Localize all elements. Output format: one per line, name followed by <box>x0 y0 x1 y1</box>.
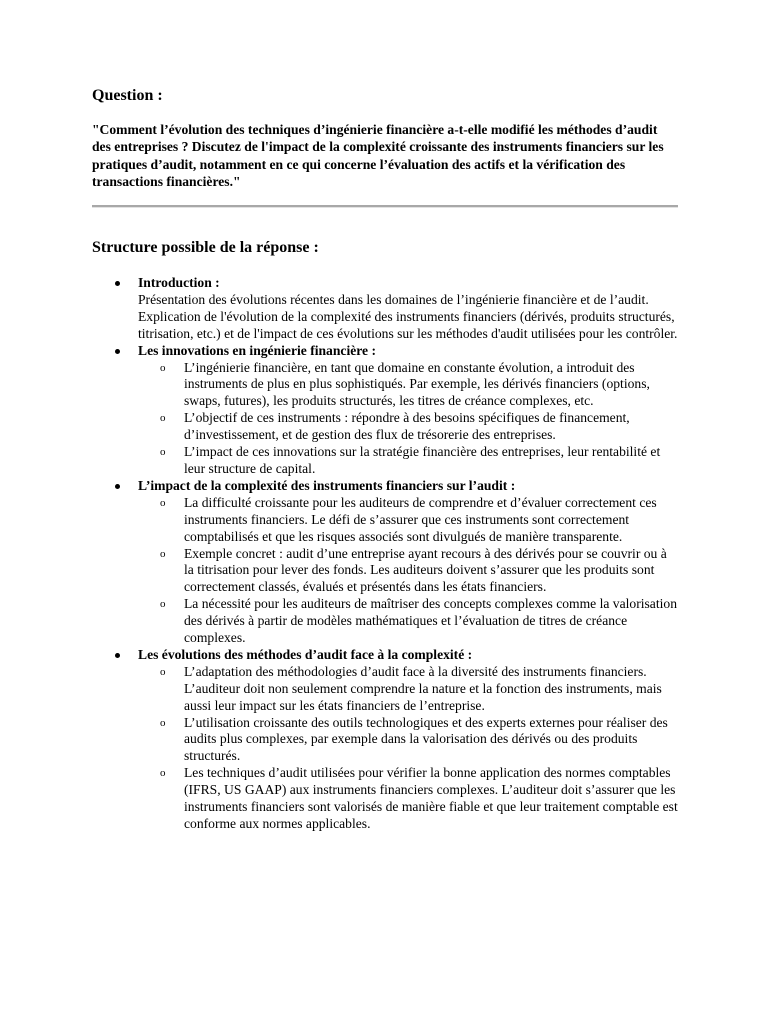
section-body: Présentation des évolutions récentes dans les domaines de l’ingénierie financière et de l’audit. Explication de l'évolution de la complexité des instruments financiers (dérivés, produits structurés, titrisation, etc.) et de l'impact de ces évolutions sur les méthodes d'audit utilisées pour les contrôler. <box>138 291 678 341</box>
horizontal-rule <box>92 205 678 208</box>
circle-bullet-icon: o <box>160 446 166 459</box>
list-item <box>138 596 678 647</box>
disc-bullet-icon <box>115 349 120 354</box>
circle-bullet-icon: o <box>160 767 166 780</box>
list-item <box>138 715 678 766</box>
circle-bullet-icon: o <box>160 496 166 509</box>
circle-bullet-icon: o <box>160 361 166 374</box>
section-title: Les évolutions des méthodes d’audit face à la complexité : <box>138 646 473 662</box>
question-text: "Comment l’évolution des techniques d’ingénierie financière a-t-elle modifié les méthodes d’audit des entreprises ? Discutez de l'impact de la complexité croissante des instruments financiers sur les pratiques d’audit, notamment en ce qui concerne l’évaluation des actifs et la vérification des transactions financières." <box>92 122 664 190</box>
list-item-text: La difficulté croissante pour les auditeurs de comprendre et d’évaluer correctement ces instruments financiers. Le défi de s’assurer que ces instruments sont correctement comptabilisés et que les risques associés sont divulgués de manière transparente. <box>184 494 657 544</box>
circle-bullet-icon: o <box>160 598 166 611</box>
circle-bullet-icon: o <box>160 412 166 425</box>
section-title: Les innovations en ingénierie financière : <box>138 342 377 358</box>
section-impact <box>92 478 678 647</box>
list-item <box>138 765 678 833</box>
list-item <box>138 546 678 597</box>
section-title: Introduction : <box>138 275 220 290</box>
disc-bullet-icon <box>115 484 120 489</box>
list-item-text: Exemple concret : audit d’une entreprise ayant recours à des dérivés pour se couvrir ou à la titrisation pour lever des fonds. Les auditeurs doivent s’assurer que les produits sont correctement classés, évalués et présentés dans les états financiers. <box>184 545 667 595</box>
list-item <box>138 495 678 546</box>
circle-bullet-icon: o <box>160 716 166 729</box>
section-title: L’impact de la complexité des instruments financiers sur l’audit : <box>138 477 516 493</box>
section-introduction <box>92 275 678 343</box>
question-heading: Question : <box>92 87 163 104</box>
sub-list <box>138 664 678 833</box>
list-item-text: L’objectif de ces instruments : répondre à des besoins spécifiques de financement, d’investissement, et de gestion des flux de trésorerie des entreprises. <box>184 410 630 443</box>
section-innovations <box>92 343 678 478</box>
list-item-text: L’adaptation des méthodologies d’audit face à la diversité des instruments financiers. L’auditeur doit non seulement comprendre la nature et la fonction des instruments, mais aussi leur impact sur les états financiers de l’entreprise. <box>184 663 662 713</box>
structure-heading: Structure possible de la réponse : <box>92 239 319 256</box>
list-item-text: L’impact de ces innovations sur la stratégie financière des entreprises, leur rentabilité et leur structure de capital. <box>184 444 661 476</box>
list-item <box>138 444 678 478</box>
list-item-text: Les techniques d’audit utilisées pour vérifier la bonne application des normes comptables (IFRS, US GAAP) aux instruments financiers complexes. L’auditeur doit s’assurer que les instruments financiers sont valorisés de manière fiable et que leur traitement comptable est conforme aux normes applicables. <box>184 765 678 831</box>
sub-list <box>138 495 678 647</box>
list-item <box>138 664 678 715</box>
list-item-text: L’ingénierie financière, en tant que domaine en constante évolution, a introduit des instruments de plus en plus sophistiqués. Par exemple, les dérivés financiers (options, swaps, futures), les produits structurés, les titres de créance complexes, etc. <box>184 359 650 409</box>
circle-bullet-icon: o <box>160 547 166 560</box>
disc-bullet-icon <box>115 281 120 286</box>
sub-list <box>138 360 678 478</box>
disc-bullet-icon <box>115 653 120 658</box>
list-item <box>138 410 678 444</box>
section-audit-methods <box>92 647 678 833</box>
list-item <box>138 360 678 411</box>
list-item-text: L’utilisation croissante des outils technologiques et des experts externes pour réaliser des audits plus complexes, par exemple dans la valorisation des dérivés ou des produits structurés. <box>184 714 668 764</box>
structure-outline <box>92 275 678 833</box>
list-item-text: La nécessité pour les auditeurs de maîtriser des concepts complexes comme la valorisation des dérivés à partir de modèles mathématiques et l’évaluation de titres de créance complexes. <box>184 596 677 646</box>
circle-bullet-icon: o <box>160 665 166 678</box>
